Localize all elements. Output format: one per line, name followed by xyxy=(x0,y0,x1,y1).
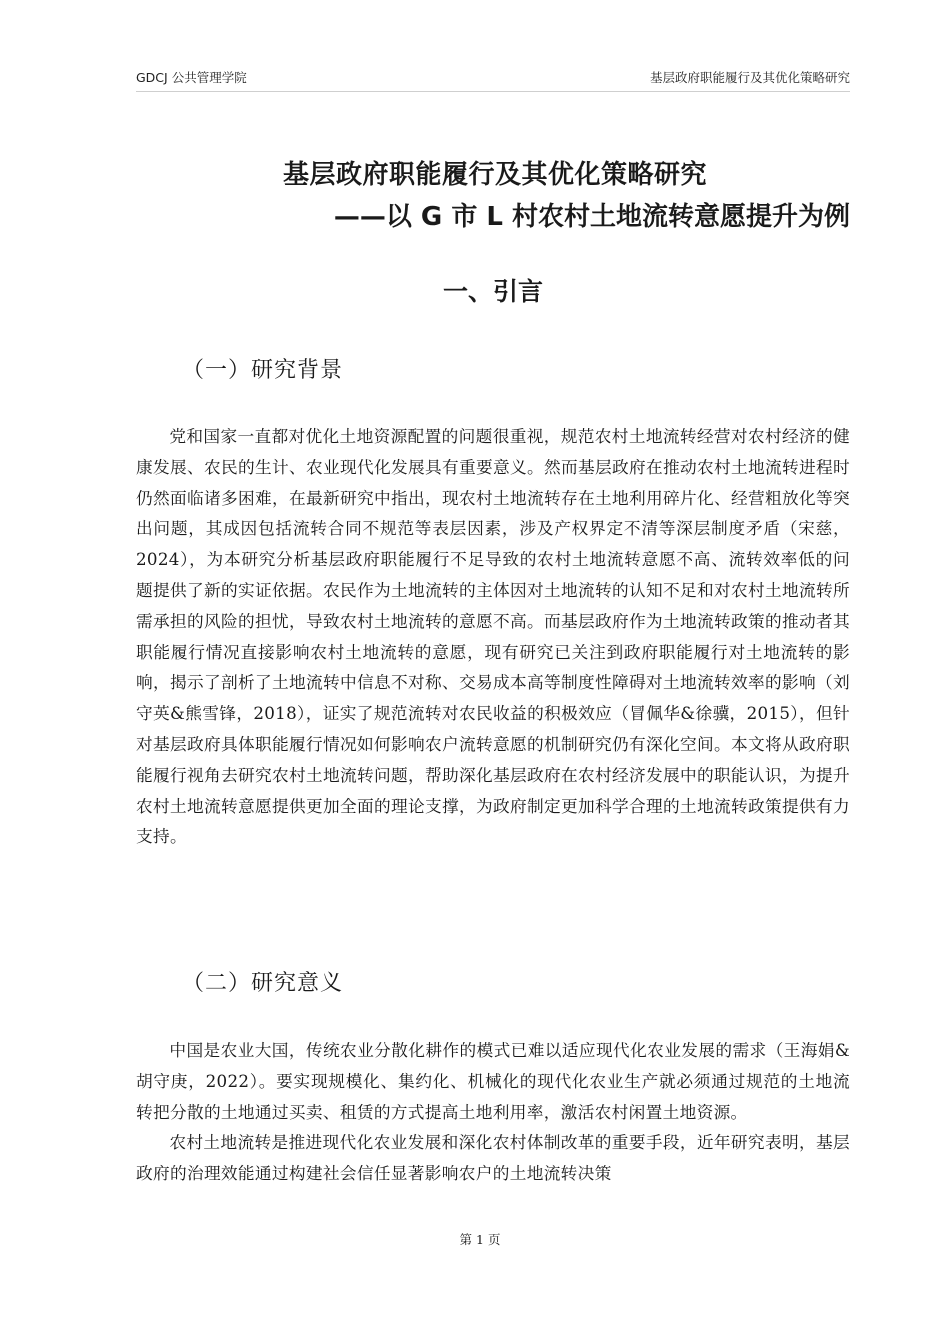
paragraph: 农村土地流转是推进现代化农业发展和深化农村体制改革的重要手段，近年研究表明，基层政府的治理效能通过构建社会信任显著影响农户的土地流转决策 xyxy=(136,1132,850,1184)
paragraph: 中国是农业大国，传统农业分散化耕作的模式已难以适应现代化农业发展的需求（王海娟&胡守庚，2022）。要实现规模化、集约化、机械化的现代化农业生产就必须通过规范的土地流转把分散的土地通过买卖、租赁的方式提高土地利用率，激活农村闲置土地资源。 xyxy=(136,1040,850,1122)
header-running-title: 基层政府职能履行及其优化策略研究 xyxy=(649,70,850,85)
section-heading-introduction: 一、引言 xyxy=(442,277,543,306)
paper-title: 基层政府职能履行及其优化策略研究 xyxy=(282,160,707,190)
subsection-heading-background: （一）研究背景 xyxy=(182,358,344,383)
background-text xyxy=(136,421,850,852)
page-number: 第 1 页 xyxy=(459,1232,501,1247)
paragraph: 党和国家一直都对优化土地资源配置的问题很重视，规范农村土地流转经营对农村经济的健康发展、农民的生计、农业现代化发展具有重要意义。然而基层政府在推动农村土地流转进程时仍然面临诸多困难，在最新研究中指出，现农村土地流转存在土地利用碎片化、经营粗放化等突出问题，其成因包括流转合同不规范等表层因素，涉及产权界定不清等深层制度矛盾（宋慈，2024），为本研究分析基层政府职能履行不足导致的农村土地流转意愿不高、流转效率低的问题提供了新的实证依据。农民作为土地流转的主体因对土地流转的认知不足和对农村土地流转所需承担的风险的担忧，导致农村土地流转的意愿不高。而基层政府作为土地流转政策的推动者其职能履行情况直接影响农村土地流转的意愿，现有研究已关注到政府职能履行对土地流转的影响，揭示了剖析了土地流转中信息不对称、交易成本高等制度性障碍对土地流转效率的影响（刘守英&熊雪锋，2018），证实了规范流转对农民收益的积极效应（冒佩华&徐骥，2015），但针对基层政府具体职能履行情况如何影响农户流转意愿的机制研究仍有深化空间。本文将从政府职能履行视角去研究农村土地流转问题，帮助深化基层政府在农村经济发展中的职能认识，为提升农村土地流转意愿提供更加全面的理论支撑，为政府制定更加科学合理的土地流转政策提供有力支持。 xyxy=(136,426,850,847)
page-header xyxy=(136,68,850,90)
header-institution: GDCJ 公共管理学院 xyxy=(136,70,247,85)
subsection-heading-significance: （二）研究意义 xyxy=(182,971,344,996)
paper-subtitle: ——以 G 市 L 村农村土地流转意愿提升为例 xyxy=(333,202,850,232)
header-divider xyxy=(136,91,850,92)
significance-text xyxy=(136,1035,850,1189)
